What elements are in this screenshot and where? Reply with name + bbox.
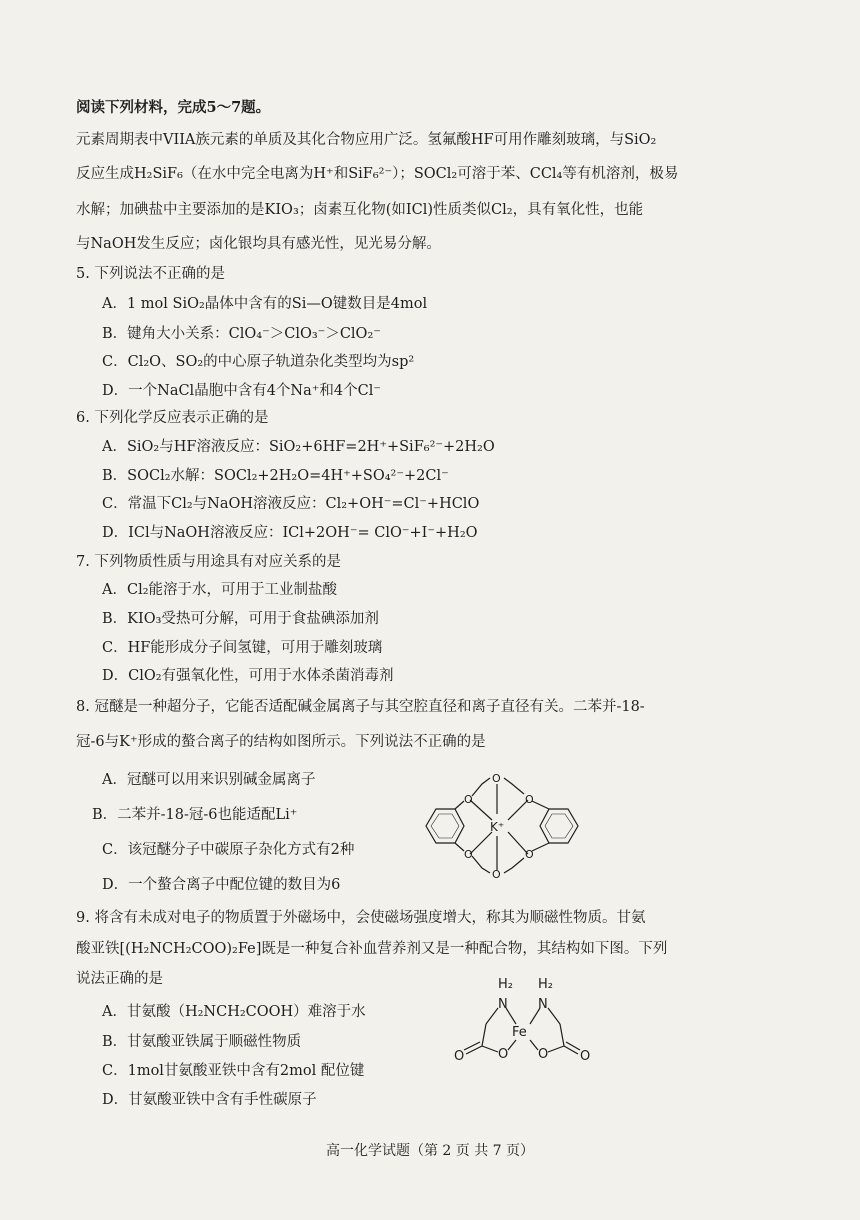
question-9-option-b: B．甘氨酸亚铁属于顺磁性物质: [102, 1034, 302, 1050]
question-5-option-b: B．键角大小关系：ClO₄⁻＞ClO₃⁻＞ClO₂⁻: [102, 326, 381, 342]
intro-heading: 阅读下列材料，完成5～7题。: [76, 99, 271, 116]
oxygen-label-4: O: [464, 848, 473, 861]
iron-label: Fe: [512, 1025, 527, 1040]
question-5-option-d: D．一个NaCl晶胞中含有4个Na⁺和4个Cl⁻: [102, 383, 382, 399]
intro-line-3: 水解；加碘盐中主要添加的是KIO₃；卤素互化物(如ICl)性质类似Cl₂，具有氧化性，也能: [76, 202, 644, 218]
carbonyl-oxygen-left: O: [454, 1049, 465, 1064]
question-9-option-d: D．甘氨酸亚铁中含有手性碳原子: [102, 1092, 317, 1108]
nitrogen-label-right: N: [538, 997, 548, 1012]
question-6-option-a: A．SiO₂与HF溶液反应：SiO₂+6HF=2H⁺+SiF₆²⁻+2H₂O: [102, 439, 495, 455]
question-8-option-c: C．该冠醚分子中碳原子杂化方式有2种: [102, 842, 355, 858]
oxygen-label-right: O: [538, 1047, 549, 1062]
question-5-option-a: A．1 mol SiO₂晶体中含有的Si—O键数目是4mol: [102, 296, 428, 312]
left-benzene-inner: [431, 814, 459, 838]
question-8-stem-line-1: 8. 冠醚是一种超分子，它能否适配碱金属离子与其空腔直径和离子直径有关。二苯并-18-: [76, 699, 645, 715]
oxygen-label-2: O: [492, 772, 501, 785]
right-benzene-inner: [545, 814, 573, 838]
left-n-ch2-bond: [486, 1008, 498, 1024]
question-8-option-a: A．冠醚可以用来识别碱金属离子: [102, 772, 316, 788]
right-ch2-c-bond: [560, 1024, 564, 1046]
left-ch2-c-bond: [482, 1024, 486, 1046]
page-footer: 高一化学试题（第 2 页 共 7 页）: [325, 1143, 535, 1159]
question-6-option-c: C．常温下Cl₂与NaOH溶液反应：Cl₂+OH⁻=Cl⁻+HClO: [102, 496, 480, 512]
h2-label-right: H₂: [538, 977, 553, 992]
question-9-option-a: A．甘氨酸（H₂NCH₂COOH）难溶于水: [102, 1004, 366, 1020]
question-7-option-a: A．Cl₂能溶于水，可用于工业制盐酸: [102, 582, 338, 598]
ferrous-glycinate-figure: [446, 972, 606, 1068]
oxygen-label-1: O: [464, 793, 473, 806]
oxygen-label-6: O: [525, 848, 534, 861]
question-9-stem-line-1: 9. 将含有未成对电子的物质置于外磁场中，会使磁场强度增大，称其为顺磁性物质。甘氨: [76, 910, 646, 926]
question-7-stem: 7. 下列物质性质与用途具有对应关系的是: [76, 554, 341, 570]
question-8-option-d: D．一个螯合离子中配位键的数目为6: [102, 877, 341, 893]
oxygen-label-left: O: [498, 1047, 509, 1062]
question-8-option-b: B．二苯并-18-冠-6也能适配Li⁺: [92, 807, 298, 823]
question-7-option-d: D．ClO₂有强氧化性，可用于水体杀菌消毒剂: [102, 668, 394, 684]
nitrogen-label-left: N: [498, 997, 508, 1012]
right-o-fe-bond: [530, 1040, 538, 1050]
intro-line-4: 与NaOH发生反应；卤化银均具有感光性，见光易分解。: [76, 236, 441, 252]
coord-bond-1: [470, 800, 492, 820]
glycinate-atoms: [454, 977, 590, 1064]
question-8-stem-line-2: 冠-6与K⁺形成的螯合离子的结构如图所示。下列说法不正确的是: [76, 734, 486, 750]
oxygen-label-3: O: [525, 793, 534, 806]
right-n-ch2-bond: [548, 1008, 560, 1024]
oxygen-label-5: O: [492, 868, 501, 881]
question-5-option-c: C．Cl₂O、SO₂的中心原子轨道杂化类型均为sp²: [102, 354, 415, 370]
question-9-stem-line-2: 酸亚铁[(H₂NCH₂COO)₂Fe]既是一种复合补血营养剂又是一种配合物，其结构如下图。下列: [76, 941, 668, 957]
right-c-o-bond: [548, 1046, 564, 1052]
h2-label-left: H₂: [498, 977, 513, 992]
question-6-option-d: D．ICl与NaOH溶液反应：ICl+2OH⁻= ClO⁻+I⁻+H₂O: [102, 525, 478, 541]
crown-ether-k-complex-figure: [412, 770, 592, 880]
question-7-option-b: B．KIO₃受热可分解，可用于食盐碘添加剂: [102, 611, 379, 627]
coord-bond-4: [470, 832, 492, 854]
question-6-stem: 6. 下列化学反应表示正确的是: [76, 410, 269, 426]
question-5-stem: 5. 下列说法不正确的是: [76, 266, 225, 282]
intro-line-2: 反应生成H₂SiF₆（在水中完全电离为H⁺和SiF₆²⁻）；SOCl₂可溶于苯、CCl₄等有机溶剂，极易: [76, 166, 679, 182]
intro-line-1: 元素周期表中VIIA族元素的单质及其化合物应用广泛。氢氟酸HF可用作雕刻玻璃，与SiO₂: [76, 132, 657, 148]
left-o-fe-bond: [508, 1040, 516, 1050]
left-c-o-bond: [482, 1046, 498, 1052]
carbonyl-oxygen-right: O: [580, 1049, 591, 1064]
question-6-option-b: B．SOCl₂水解：SOCl₂+2H₂O=4H⁺+SO₄²⁻+2Cl⁻: [102, 468, 449, 484]
question-9-option-c: C．1mol甘氨酸亚铁中含有2mol 配位键: [102, 1063, 365, 1079]
potassium-ion-label: K⁺: [490, 820, 505, 834]
question-9-stem-line-3: 说法正确的是: [76, 971, 163, 987]
question-7-option-c: C．HF能形成分子间氢键，可用于雕刻玻璃: [102, 640, 383, 656]
crown-ether-atoms: [464, 772, 534, 881]
